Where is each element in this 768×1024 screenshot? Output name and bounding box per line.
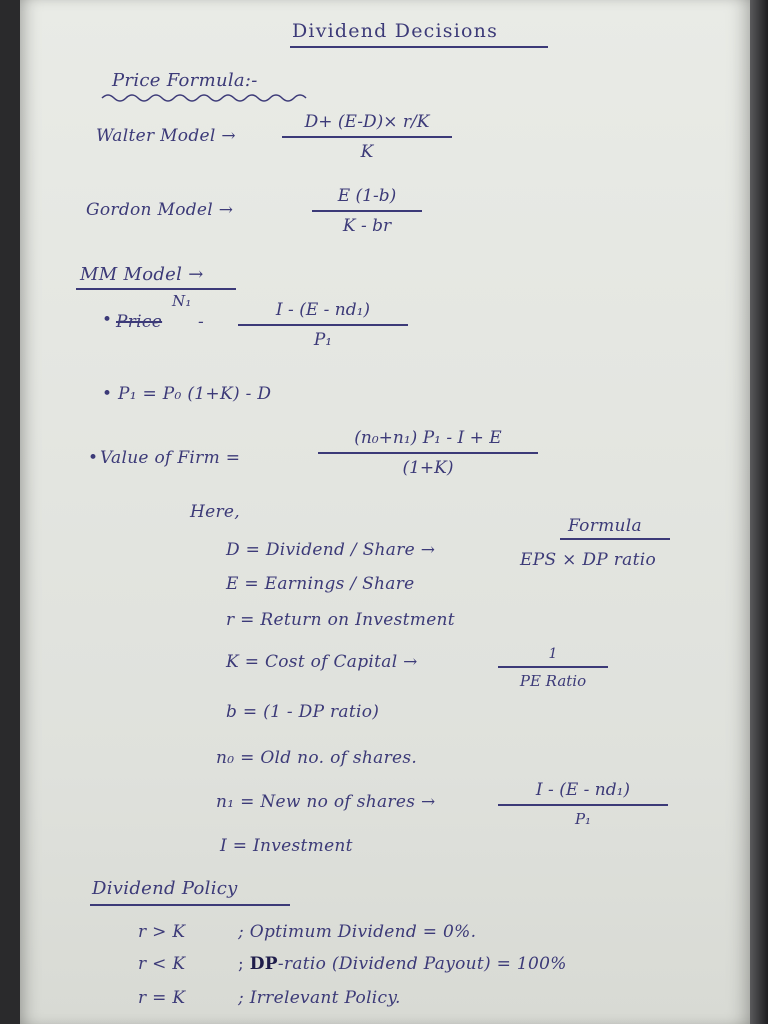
- page-edge: [750, 0, 768, 1024]
- policy-text-3: ; Irrelevant Policy.: [238, 988, 401, 1008]
- definition-i: I = Investment: [220, 836, 353, 856]
- formula-heading: Formula: [568, 516, 642, 536]
- walter-denominator: K: [360, 141, 374, 162]
- policy-underline: [90, 904, 290, 906]
- fraction-bar: [312, 210, 422, 212]
- bullet: •: [102, 310, 113, 330]
- definition-r: r = Return on Investment: [226, 610, 455, 630]
- walter-numerator: D+ (E-D)× r/K: [304, 112, 430, 132]
- value-of-firm-label: Value of Firm =: [100, 448, 241, 468]
- fraction-bar: [498, 666, 608, 668]
- fraction-bar: [238, 324, 408, 326]
- policy-cond-1: r > K: [138, 922, 186, 942]
- fraction-bar: [498, 804, 668, 806]
- formula-underline: [560, 538, 670, 540]
- definition-b: b = (1 - DP ratio): [226, 702, 380, 722]
- struck-word: Price: [116, 312, 163, 332]
- bullet: •: [102, 384, 113, 404]
- notebook-page: [20, 0, 750, 1024]
- gordon-model-label: Gordon Model →: [86, 200, 234, 220]
- policy-text-2-rest: -ratio (Dividend Payout) = 100%: [277, 954, 567, 974]
- n1-shares-numerator: I - (E - nd₁): [535, 780, 631, 800]
- pe-ratio-formula: [498, 646, 608, 690]
- definition-n1: n₁ = New no of shares →: [216, 792, 436, 812]
- policy-cond-2: r < K: [138, 954, 186, 974]
- definition-k: K = Cost of Capital →: [226, 652, 418, 672]
- gordon-denominator: K - br: [342, 215, 392, 236]
- n1-formula: [238, 300, 408, 350]
- bullet: •: [88, 448, 99, 468]
- walter-formula: [282, 112, 452, 162]
- definition-e: E = Earnings / Share: [226, 574, 415, 594]
- page-title: Dividend Decisions: [292, 20, 499, 42]
- here-label: Here,: [190, 502, 240, 522]
- title-underline: [290, 46, 548, 48]
- n1-denominator: P₁: [313, 329, 333, 350]
- walter-model-label: Walter Model →: [96, 126, 236, 146]
- value-of-firm-formula: [318, 428, 538, 478]
- mm-model-heading: MM Model →: [80, 264, 204, 285]
- value-numerator: (n₀+n₁) P₁ - I + E: [354, 428, 502, 448]
- gordon-formula: [312, 186, 422, 236]
- value-denominator: (1+K): [402, 457, 454, 478]
- definition-d: D = Dividend / Share →: [226, 540, 436, 560]
- formula-eps-dp: EPS × DP ratio: [520, 550, 656, 570]
- n1-shares-denominator: P₁: [574, 809, 592, 828]
- mm-underline: [76, 288, 236, 290]
- fraction-bar: [318, 452, 538, 454]
- wavy-underline: [100, 92, 320, 104]
- dividend-policy-heading: Dividend Policy: [92, 878, 238, 899]
- price-formula-heading: Price Formula:-: [112, 70, 258, 91]
- n1-shares-formula: [498, 780, 668, 828]
- policy-text-2: ; DP-ratio (Dividend Payout) = 100%: [238, 954, 567, 974]
- gordon-numerator: E (1-b): [337, 186, 397, 206]
- n1-label: N₁: [172, 292, 192, 310]
- policy-cond-3: r = K: [138, 988, 186, 1008]
- p1-formula: P₁ = P₀ (1+K) - D: [118, 384, 272, 404]
- dp-bold: DP: [249, 954, 278, 974]
- pe-denominator: PE Ratio: [519, 671, 587, 690]
- pe-numerator: 1: [548, 646, 558, 662]
- dash: -: [198, 312, 205, 332]
- definition-n0: n₀ = Old no. of shares.: [216, 748, 418, 768]
- policy-text-1: ; Optimum Dividend = 0%.: [238, 922, 477, 942]
- fraction-bar: [282, 136, 452, 138]
- n1-numerator: I - (E - nd₁): [275, 300, 371, 320]
